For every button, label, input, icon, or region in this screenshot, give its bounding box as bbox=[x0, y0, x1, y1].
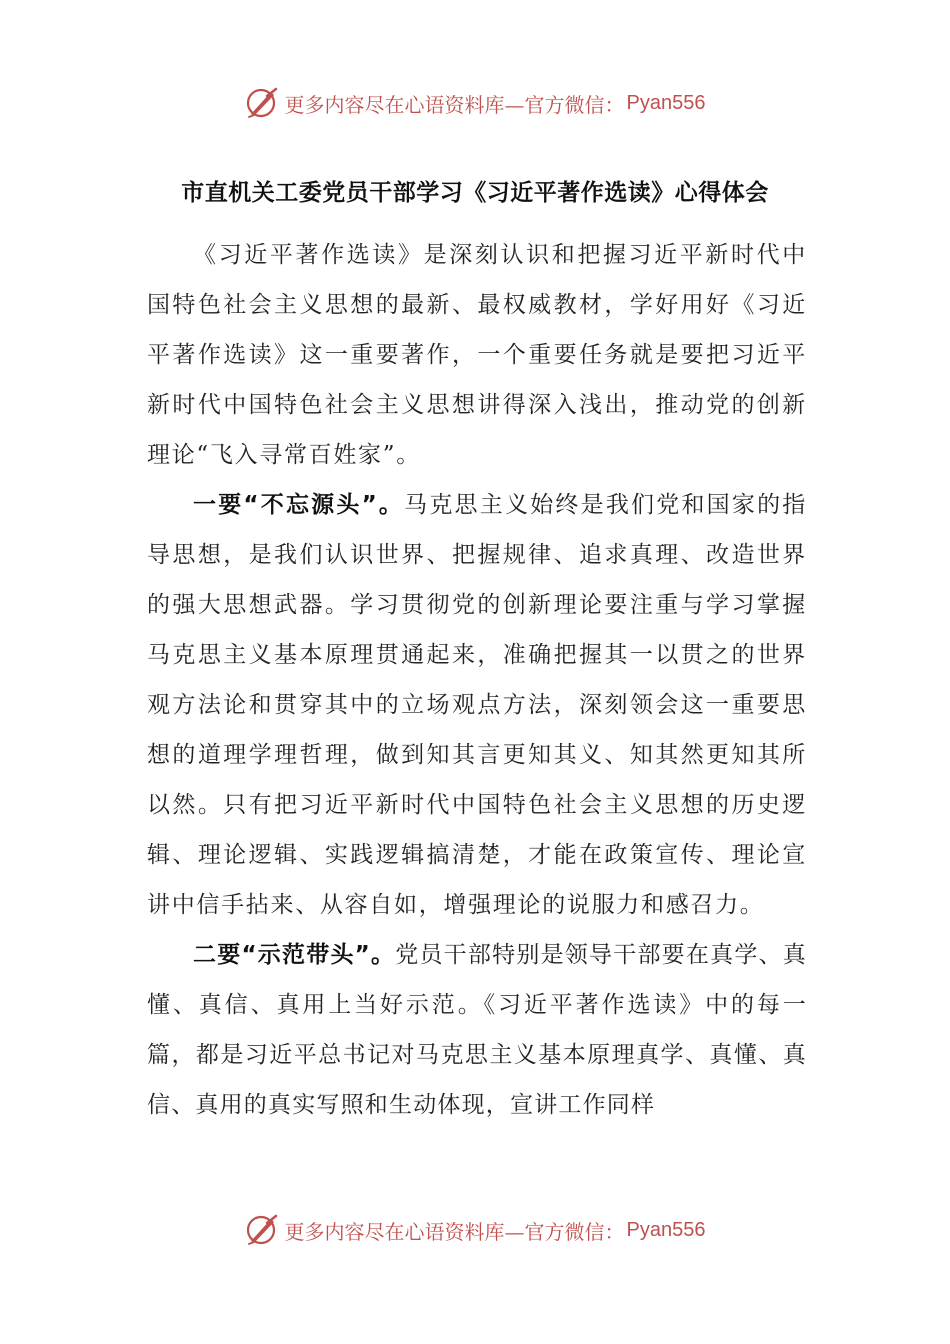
document-title: 市直机关工委党员干部学习《习近平著作选读》心得体会 bbox=[181, 180, 769, 206]
paragraph-intro bbox=[147, 230, 807, 480]
header-watermark bbox=[0, 83, 950, 123]
quill-pen-logo-icon bbox=[245, 86, 279, 120]
watermark-text: 更多内容尽在心语资料库—官方微信： bbox=[284, 1219, 625, 1244]
paragraph-point-one bbox=[147, 480, 807, 930]
document-body bbox=[147, 230, 807, 1130]
footer-watermark bbox=[0, 1210, 950, 1250]
paragraph-text: 马克思主义始终是我们党和国家的指导思想，是我们认识世界、把握规律、追求真理、改造世界的强大思想武器。学习贯彻党的创新理论要注重与学习掌握马克思主义基本原理贯通起来，准确把握其一以贯之的世界观方法论和贯穿其中的立场观点方法，深刻领会这一重要思想的道理学理哲理，做到知其言更知其义、知其然更知其所以然。只有把习近平新时代中国特色社会主义思想的历史逻辑、理论逻辑、实践逻辑搞清楚，才能在政策宣传、理论宣讲中信手拈来、从容自如，增强理论的说服力和感召力。 bbox=[147, 492, 807, 918]
watermark-text: 更多内容尽在心语资料库—官方微信： bbox=[284, 92, 625, 117]
paragraph-text: 党员干部特别是领导干部要在真学、真懂、真信、真用上当好示范。《习近平著作选读》中的每一篇，都是习近平总书记对马克思主义基本原理真学、真懂、真信、真用的真实写照和生动体现，宣讲工作同样 bbox=[147, 942, 807, 1118]
paragraph-lead: 二要“示范带头”。 bbox=[193, 942, 396, 968]
paragraph-lead: 一要“不忘源头”。 bbox=[193, 492, 405, 518]
wechat-id: Pyan556 bbox=[626, 1218, 706, 1241]
paragraph-text: 《习近平著作选读》是深刻认识和把握习近平新时代中国特色社会主义思想的最新、最权威教材，学好用好《习近平著作选读》这一重要著作，一个重要任务就是要把习近平新时代中国特色社会主义思想讲得深入浅出，推动党的创新理论“飞入寻常百姓家”。 bbox=[147, 242, 807, 468]
paragraph-point-two bbox=[147, 930, 807, 1130]
wechat-id: Pyan556 bbox=[626, 91, 706, 114]
quill-pen-logo-icon bbox=[245, 1213, 279, 1247]
